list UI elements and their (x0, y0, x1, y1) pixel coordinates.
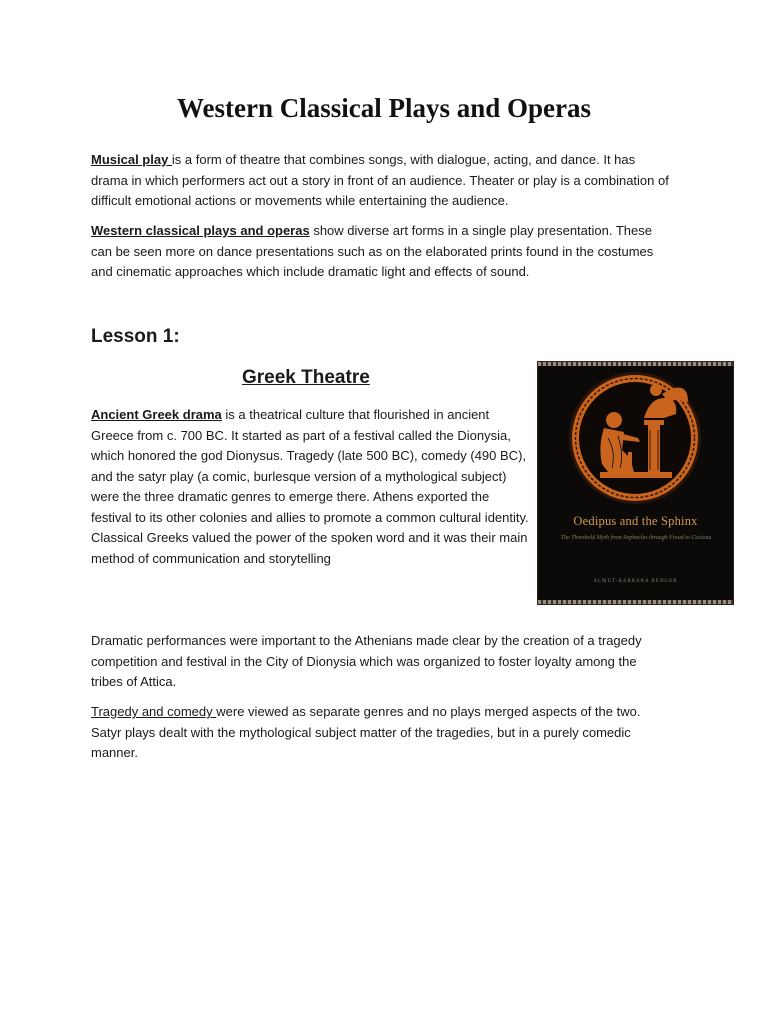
section-heading-greek-theatre: Greek Theatre (242, 367, 370, 388)
intro-paragraph-1-text: is a form of theatre that combines songs, with dialogue, acting, and dance. It has drama in which performers act out a story in front of an audience. Theater or play is a combination of difficult emotional actions or movements while entertaining the audience. (91, 152, 669, 208)
tragedy-comedy-paragraph (91, 702, 671, 764)
cover-bottom-border (538, 600, 733, 604)
cover-author: ALMUT-BARBARA RENGER (593, 579, 678, 584)
page-title: Western Classical Plays and Operas (176, 93, 591, 123)
intro-paragraph-musical-play (91, 150, 671, 212)
term-ancient-greek-drama: Ancient Greek drama (91, 407, 222, 422)
greek-drama-paragraph-text: is a theatrical culture that flourished in ancient Greece from c. 700 BC. It started as part of a festival called the Dionysia, which honored the god Dionysus. Tragedy (late 500 BC), comedy (490 BC), and the satyr play (a comic, burlesque version of a mythological subject) were the three dramatic genres to emerge there. Athens exported the festival to its other colonies and allies to promote a common cultural identity. Classical Greeks valued the power of the spoken word and it was their main method of communication and storytelling (91, 407, 529, 566)
book-cover-image (538, 362, 733, 604)
lesson-heading: Lesson 1: (91, 326, 180, 347)
intro-paragraph-western-classical (91, 221, 671, 283)
cover-subtitle: The Threshold Myth from Sophocles through Freud to Cocteau (560, 535, 712, 541)
cover-title: Oedipus and the Sphinx (573, 514, 698, 528)
vase-medallion-illustration (538, 368, 733, 518)
term-tragedy-and-comedy: Tragedy and comedy (91, 704, 217, 719)
dramatic-performances-paragraph: Dramatic performances were important to the Athenians made clear by the creation of a tragedy competition and festival in the City of Dionysia which was organized to foster loyalty among the tribes of Attica. (91, 633, 642, 689)
term-musical-play: Musical play (91, 152, 172, 167)
intro-paragraph-2-text: show diverse art forms in a single play presentation. These can be seen more on dance presentations such as on the elaborated prints found in the costumes and cinematic approaches which include dramatic light and effects of sound. (91, 223, 654, 279)
cover-top-border (538, 362, 733, 366)
term-western-classical-plays: Western classical plays and operas (91, 223, 310, 238)
medallion-ground-line (600, 472, 672, 478)
greek-drama-paragraph (91, 405, 529, 569)
tragedy-comedy-paragraph-text: were viewed as separate genres and no plays merged aspects of the two. Satyr plays dealt with the mythological subject matter of the tragedies, but in a purely comedic manner. (91, 704, 641, 760)
